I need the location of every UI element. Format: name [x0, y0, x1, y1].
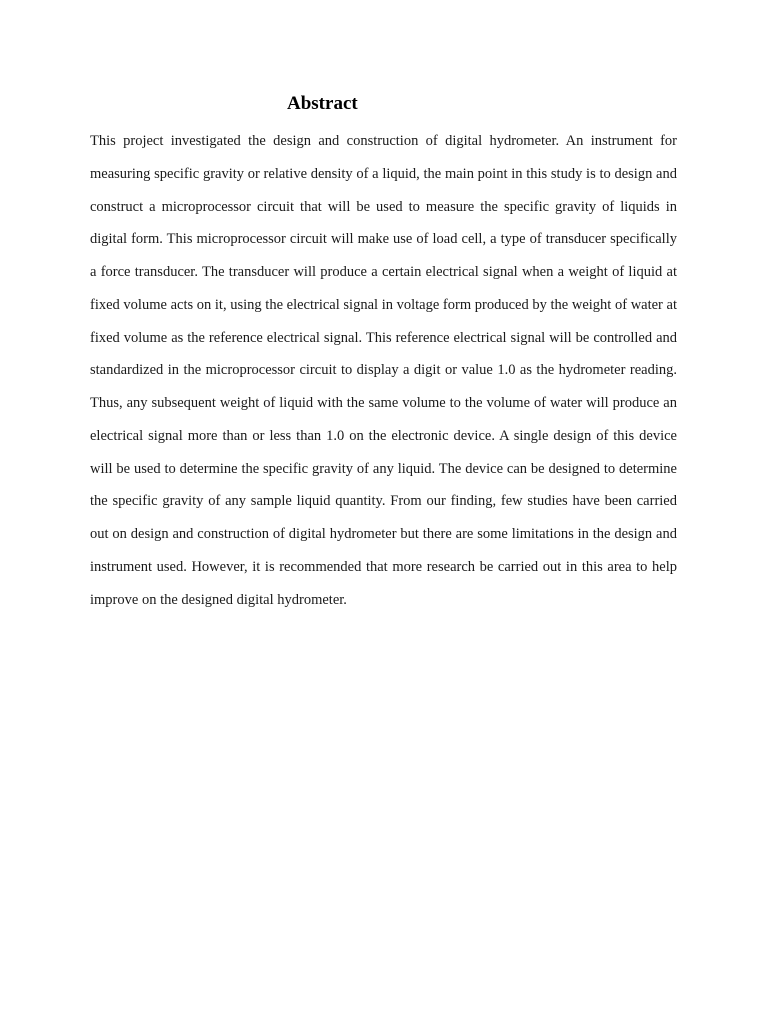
abstract-heading: Abstract [287, 93, 358, 114]
abstract-paragraph: This project investigated the design and construction of digital hydrometer. An instrument for measuring specific gravity or relative density of a liquid, the main point in this study is to design and construct a microprocessor circuit that will be used to measure the specific gravity of liquids in digital form. This microprocessor circuit will make use of load cell, a type of transducer specifically a force transducer. The transducer will produce a certain electrical signal when a weight of liquid at fixed volume acts on it, using the electrical signal in voltage form produced by the weight of water at fixed volume as the reference electrical signal. This reference electrical signal will be controlled and standardized in the microprocessor circuit to display a digit or value 1.0 as the hydrometer reading. Thus, any subsequent weight of liquid with the same volume to the volume of water will produce an electrical signal more than or less than 1.0 on the electronic device. A single design of this device will be used to determine the specific gravity of any liquid. The device can be designed to determine the specific gravity of any sample liquid quantity. From our finding, few studies have been carried out on design and construction of digital hydrometer but there are some limitations in the design and instrument used. However, it is recommended that more research be carried out in this area to help improve on the designed digital hydrometer. [90, 133, 677, 608]
